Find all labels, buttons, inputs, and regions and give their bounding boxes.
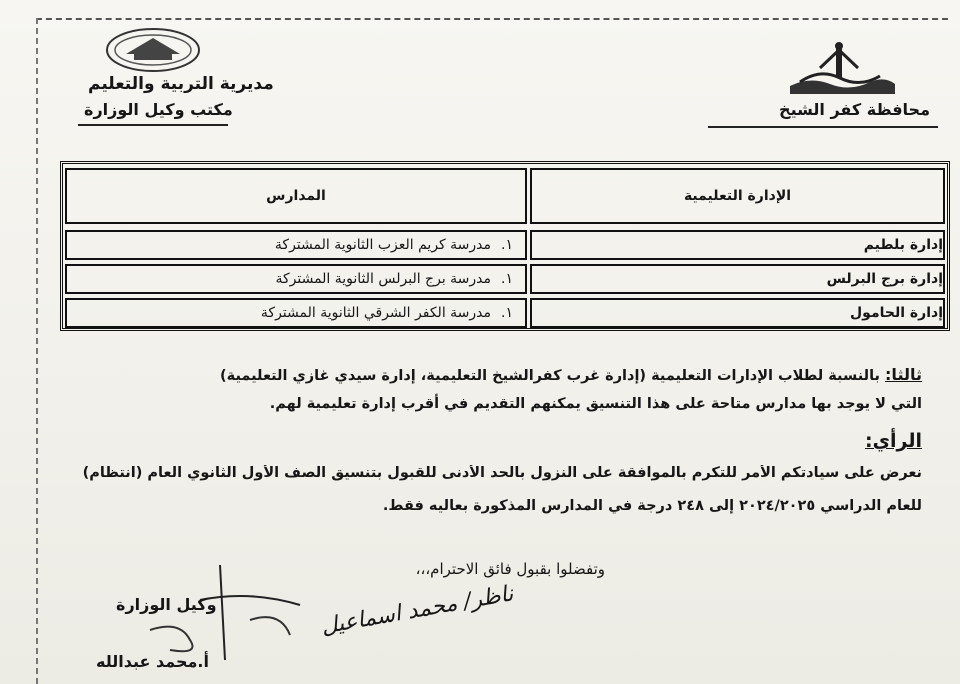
third-paragraph-line-1	[40, 365, 922, 384]
handwritten-signature: ناظر/ محمد اسماعيل	[319, 581, 516, 640]
administration-name: إدارة بلطيم	[863, 237, 943, 253]
table-row-school	[65, 230, 527, 260]
school-number: ١.	[501, 271, 513, 287]
table-row-administration	[530, 230, 945, 260]
school-name: مدرسة برج البرلس الثانوية المشتركة	[275, 271, 492, 287]
directorate-name: مديرية التربية والتعليم	[88, 74, 274, 94]
third-paragraph-line-2: التي لا يوجد بها مدارس متاحة على هذا التنسيق يمكنهم التقديم في أقرب إدارة تعليمية لهم.	[269, 396, 922, 412]
table-header-administration-label: الإدارة التعليمية	[683, 188, 792, 204]
header-underline-right	[708, 126, 938, 128]
page-border-top	[36, 18, 948, 20]
signatory-name: أ.محمد عبدالله	[96, 652, 209, 671]
administration-name: إدارة برج البرلس	[826, 271, 943, 287]
opinion-line-2: للعام الدراسي ٢٠٢٤/٢٠٢٥ إلى ٢٤٨ درجة في المدارس المذكورة بعاليه فقط.	[382, 498, 922, 514]
page-border-left	[36, 18, 38, 684]
table-row-school	[65, 298, 527, 328]
schools-table	[60, 161, 950, 331]
signatory-title: وكيل الوزارة	[116, 595, 217, 614]
directorate-logo-icon	[104, 26, 202, 74]
table-header-schools	[65, 168, 527, 224]
school-number: ١.	[501, 305, 513, 321]
table-header-schools-label: المدارس	[266, 188, 326, 204]
closing-line: وتفضلوا بقبول فائق الاحترام،،،	[415, 560, 605, 578]
governorate-name: محافظة كفر الشيخ	[779, 100, 930, 119]
administration-name: إدارة الحامول	[850, 305, 943, 321]
opinion-heading: الرأي:	[865, 430, 922, 452]
school-name: مدرسة كريم العزب الثانوية المشتركة	[274, 237, 492, 253]
school-name: مدرسة الكفر الشرقي الثانوية المشتركة	[260, 305, 492, 321]
table-row-school	[65, 264, 527, 294]
third-text: بالنسبة لطلاب الإدارات التعليمية (إدارة غرب كفرالشيخ التعليمية، إدارة سيدي غازي التعليمية)	[220, 368, 886, 384]
table-row-administration	[530, 264, 945, 294]
third-label: ثالثا:	[885, 365, 922, 384]
table-header-administration	[530, 168, 945, 224]
governorate-emblem-icon	[780, 38, 900, 98]
header-underline-left	[78, 124, 228, 126]
opinion-line-1: نعرض على سيادتكم الأمر للتكرم بالموافقة على النزول بالحد الأدنى للقبول بتنسيق الصف الأول الثانوي العام (انتظام)	[82, 465, 922, 481]
table-row-administration	[530, 298, 945, 328]
school-number: ١.	[501, 237, 513, 253]
office-name: مكتب وكيل الوزارة	[84, 100, 233, 119]
